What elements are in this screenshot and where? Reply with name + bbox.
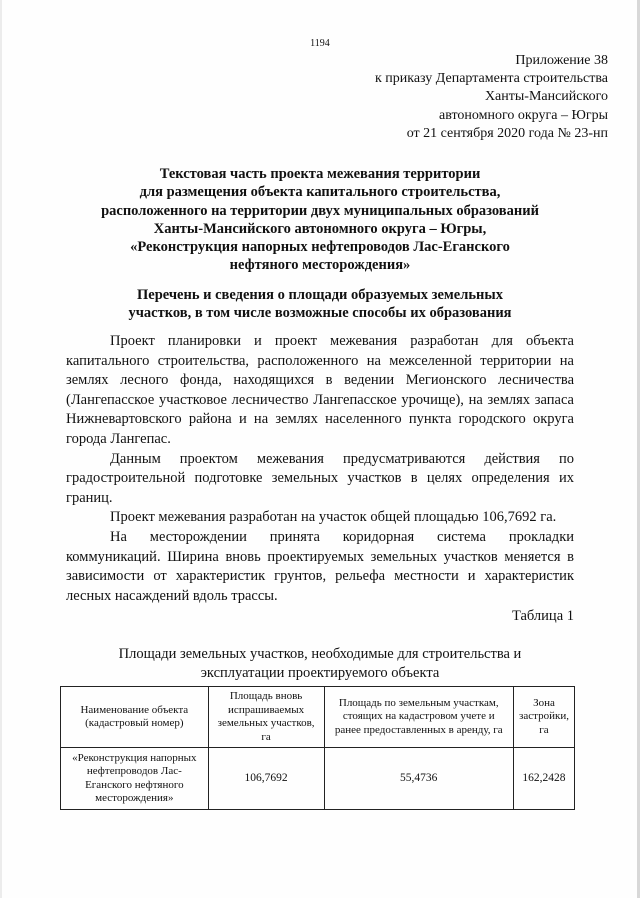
table-header-row — [61, 687, 575, 748]
scan-edge-left — [0, 0, 2, 898]
table-caption — [66, 645, 574, 683]
paragraph: Проект межевания разработан на участок общей площадью 106,7692 га. — [110, 509, 557, 526]
section-title — [40, 286, 600, 323]
appendix-line: от 21 сентября 2020 года № 23-нп — [406, 125, 608, 141]
document-title — [40, 165, 600, 275]
title-line: Текстовая часть проекта межевания территории — [159, 166, 481, 182]
cell-new-area: 106,7692 — [208, 748, 324, 810]
page-number: 1194 — [310, 38, 330, 49]
header-new-area: Площадь вновь испрашиваемых земельных участков, га — [208, 687, 324, 748]
paragraph: Данным проектом межевания предусматриваются действия по градостроительной подготовке земельных участков в целях определения их границ. — [66, 450, 574, 506]
header-object-name: Наименование объекта (кадастровый номер) — [61, 687, 209, 748]
table-row — [61, 748, 575, 810]
appendix-line: Ханты-Мансийского — [484, 89, 608, 105]
cell-building-zone: 162,2428 — [513, 748, 574, 810]
body-text — [66, 332, 574, 606]
section-title-line: Перечень и сведения о площади образуемых земельных — [137, 287, 503, 303]
title-line: нефтяного месторождения» — [229, 257, 411, 274]
title-line: расположенного на территории двух муниципальных образований — [101, 202, 539, 219]
table-caption-line: эксплуатации проектируемого объекта — [200, 665, 440, 681]
title-line: для размещения объекта капитального строительства, — [139, 184, 501, 201]
paragraph: Проект планировки и проект межевания разработан для объекта капитального строительства, расположенного на межселенной территории на землях лесного фонда, находящихся в ведении Мегионского лесничества (Лангепасское участковое лесничество Лангепасское урочище), на землях запаса Нижневартовского района и на землях населенного пункта городского округа города Лангепас. — [66, 333, 574, 447]
appendix-block — [278, 52, 608, 143]
appendix-line: автономного округа – Югры — [439, 107, 608, 123]
cell-object-name: «Реконструкция напорных нефтепроводов Лас-Еганского нефтяного месторождения» — [61, 748, 209, 810]
header-registered-area: Площадь по земельным участкам, стоящих на кадастровом учете и ранее предоставленных в аренду, га — [324, 687, 513, 748]
cell-registered-area: 55,4736 — [324, 748, 513, 810]
table-label: Таблица 1 — [511, 608, 574, 624]
land-area-table — [60, 686, 575, 810]
header-building-zone: Зона застройки, га — [513, 687, 574, 748]
appendix-line: к приказу Департамента строительства — [374, 71, 608, 87]
title-line: Ханты-Мансийского автономного округа – Югры, — [153, 220, 487, 237]
section-title-line: участков, в том числе возможные способы их образования — [128, 305, 512, 322]
appendix-line: Приложение 38 — [515, 53, 608, 68]
table-caption-line: Площади земельных участков, необходимые для строительства и — [118, 646, 522, 662]
paragraph: На месторождении принята коридорная система прокладки коммуникаций. Ширина вновь проектируемых земельных участков меняется в зависимости от характеристик грунтов, рельефа местности и характеристик лесных насаждений вдоль трассы. — [66, 528, 574, 604]
title-line: «Реконструкция напорных нефтепроводов Лас-Еганского — [130, 239, 510, 256]
